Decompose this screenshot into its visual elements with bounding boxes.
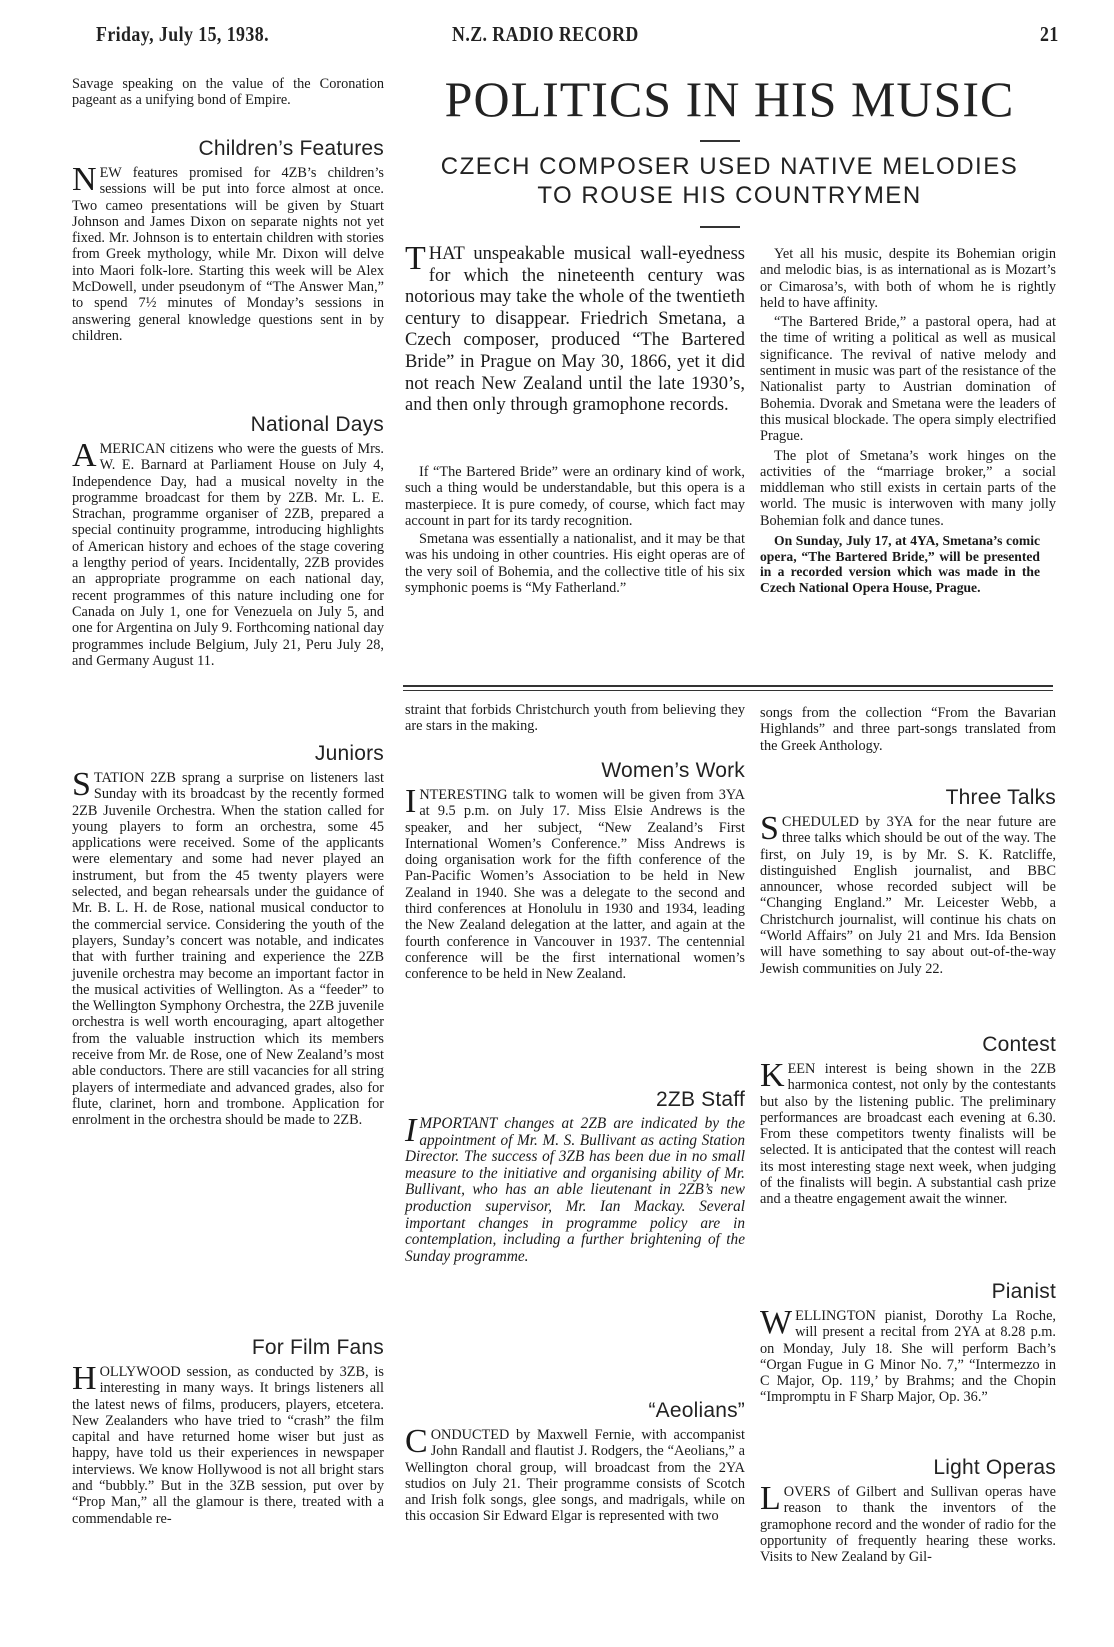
article-light-operas <box>760 1455 1056 1565</box>
article-body: KEEN interest is being shown in the 2ZB harmonica contest, not only by the contestants but also by the listening public. The preliminary performances are broadcast each evening at 6.30. From these competitors twenty finalists will be selected. It is anticipated that the contest will reach its most interesting stage next week, when judging of the finalists will begin. A substantial cash prize and a theatre engagement await the winner. <box>760 1057 1056 1208</box>
headline-divider <box>700 140 740 142</box>
feature-subhead-line1: CZECH COMPOSER USED NATIVE MELODIES <box>440 153 1019 180</box>
feature-column-left-cont <box>405 464 745 596</box>
feature-bottom-rule-thin <box>403 690 1053 691</box>
section-heading: Children’s Features <box>198 137 384 160</box>
issue-date: Friday, July 15, 1938. <box>96 22 270 46</box>
column3-continued <box>760 705 1056 754</box>
article-childrens-features <box>72 136 384 344</box>
article-body: STATION 2ZB sprang a surprise on listeners last Sunday with its broadcast by the recently formed 2ZB Juvenile Orchestra. When the station called for young players to form an orchestra, some 45 applications were received. Some of the applicants were elementary and some had never played an instrument, but from the 45 twenty players were selected, and began rehearsals under the guidance of Mr. B. L. H. de Rose, national musical conductor to the commercial service. Considering the youth of the players, Sunday’s concert was notable, and indicates that with further training and experience the 2ZB juvenile orchestra may become an important factor in the musical activities of Wellington. As a “feeder” to the Wellington Symphony Orchestra, the 2ZB juvenile orchestra is well worth encouraging, apart altogether from the valuable instruction which its members receive from Mr. de Rose, one of New Zealand’s most able conductors. There are still vacancies for all string players of intermediate and advanced grades, also for flute, clarinet, horn and trombone. Application for enrolment in the orchestra should be made to 2ZB. <box>72 766 384 1129</box>
section-heading: For Film Fans <box>251 1336 384 1359</box>
broadcast-note: On Sunday, July 17, at 4YA, Smetana’s comic opera, “The Bartered Bride,” will be presented in a recorded version which was made in the Czech National Opera House, Prague. <box>760 533 1040 595</box>
feature-column-right <box>760 246 1056 595</box>
continued-text: songs from the collection “From the Bavarian Highlands” and three part-songs translated from the Greek Anthology. <box>760 705 1056 754</box>
continued-text: straint that forbids Christchurch youth from believing they are stars in the making. <box>405 702 745 735</box>
article-body: WELLINGTON pianist, Dorothy La Roche, will present a recital from 2YA at 8.28 p.m. on Monday, July 18. She will perform Bach’s “Organ Fugue in G Minor No. 7,” “Intermezzo in C Major, Op. 119,’ by Brahms; and the Chopin “Impromptu in F Sharp Major, Op. 36.” <box>760 1304 1056 1406</box>
subhead-divider <box>700 226 740 228</box>
article-womens-work <box>405 758 745 983</box>
article-body: CONDUCTED by Maxwell Fernie, with accompanist John Randall and flautist J. Rodgers, the “Aeolians,” a Wellington choral group, will broadcast from the 2YA studios on July 21. Their programme consists of Scotch and Irish folk songs, glee songs, and madrigals, while on this occasion Sir Edward Elgar is represented with two <box>405 1423 745 1525</box>
section-heading: Contest <box>982 1033 1056 1056</box>
article-pianist <box>760 1279 1056 1406</box>
publication-name: N.Z. RADIO RECORD <box>452 22 639 46</box>
feature-lead-paragraph: THAT unspeakable musical wall-eyedness for which the nineteenth century was notorious may take the whole of the twentieth century to disappear. Friedrich Smetana, a Czech composer, produced “The Bartered Bride” in Prague on May 30, 1866, yet it did not reach New Zealand until the late 1930’s, and then only through gramophone records. <box>405 240 745 416</box>
article-body: LOVERS of Gilbert and Sullivan operas have reason to thank the inventors of the gramophone record and the wonder of radio for the opportunity of frequently hearing these works. Visits to New Zealand by Gil- <box>760 1480 1056 1566</box>
page-number: 21 <box>1040 22 1059 46</box>
article-body: INTERESTING talk to women will be given from 3YA at 9.5 p.m. on July 17. Miss Elsie Andrews is the speaker, and her subject, “New Zealand’s First International Women’s Conference.” Miss Andrews is doing organisation work for the fifth conference of the Pan-Pacific Women’s Association to be held in New Zealand in 1940. She was a delegate to the second and third conferences at Honolulu in 1930 and 1934, leading the New Zealand delegation at the latter, and again at the fourth conference in Vancouver in 1937. The centennial conference will be the first international women’s conference to be held in New Zealand. <box>405 783 745 983</box>
article-contest <box>760 1032 1056 1208</box>
article-body: NEW features promised for 4ZB’s children’s sessions will be put into force almost at once. Two cameo presentations will be given by Stuart Johnson and James Dixon on separate nights not yet fixed. Mr. Johnson is to entertain children with stories from Greek mythology, while Mr. Dixon will delve into Maori folk-lore. Starting this week will be Alex McDowell, under pseudonym of “The Answer Man,” to spend 7½ minutes of Monday’s sessions in answering general knowledge questions sent in by children. <box>72 161 384 344</box>
article-for-film-fans <box>72 1335 384 1527</box>
article-juniors <box>72 741 384 1129</box>
feature-paragraph: Yet all his music, despite its Bohemian origin and melodic bias, is as international as is Mozart’s or Cimarosa’s, with both of whom he is rightly held to have affinity. <box>760 246 1056 311</box>
feature-paragraph: “The Bartered Bride,” a pastoral opera, had at the time of writing a political as well as musical significance. The revival of native melody and sentiment in music was part of the resistance of the Nationalist party to Austrian domination of Bohemia. Dvorak and Smetana were the leaders of this musical blockade. The opera simply electrified Prague. <box>760 314 1056 445</box>
feature-paragraph: The plot of Smetana’s work hinges on the activities of the “marriage broker,” a social middleman who still exists in certain parts of the world. The music is interwoven with many jolly Bohemian folk and dance tunes. <box>760 447 1056 529</box>
section-heading: 2ZB Staff <box>656 1088 745 1111</box>
feature-bottom-rule <box>403 685 1053 687</box>
feature-column-left <box>405 240 745 417</box>
section-heading: “Aeolians” <box>648 1399 745 1422</box>
article-2zb-staff <box>405 1087 745 1265</box>
section-heading: Light Operas <box>933 1456 1056 1479</box>
article-three-talks <box>760 785 1056 977</box>
column1-continued <box>72 76 384 109</box>
section-heading: National Days <box>250 413 384 436</box>
article-body: IMPORTANT changes at 2ZB are indicated by the appointment of Mr. M. S. Bullivant as acting Station Director. The success of 3ZB has been due in no small measure to the initiative and organising ability of Mr. Bullivant, who has an able lieutenant in 2ZB’s new production supervisor, Mr. Ian Mackay. Several important changes in programme policy are in contemplation, including a further brightening of the Sunday programme. <box>405 1112 745 1265</box>
article-body: SCHEDULED by 3YA for the near future are three talks which should be out of the way. The first, on July 19, is by Mr. S. K. Ratcliffe, distinguished English journalist, and BBC announcer, whose recorded subject will be “Changing England.” Mr. Leicester Webb, a Christchurch journalist, will continue his chats on “World Affairs” on July 21 and Mrs. Ida Bension will have something to say about out-of-the-way Jewish communities on July 22. <box>760 810 1056 977</box>
article-body: AMERICAN citizens who were the guests of Mrs. W. E. Barnard at Parliament House on July 4, Independence Day, had a musical novelty in the programme broadcast for them by 2ZB. Mr. L. E. Strachan, programme organiser of 2ZB, prepared a special continuity programme, introducing highlights of American history and echoes of the stage covering a lengthy period of years. Incidentally, 2ZB provides an appropriate programme on each national day, recent programmes of this nature including one for Canada on July 1, one for Venezuela on July 5, and one for Argentina on July 9. Forthcoming national day programmes include Belgium, July 21, Peru July 28, and Germany August 11. <box>72 437 384 669</box>
feature-paragraph: Smetana was essentially a nationalist, and it may be that was his undoing in other countries. His eight operas are of the very soil of Bohemia, and the collective title of his six symphonic poems is “My Fatherland.” <box>405 531 745 597</box>
feature-subhead-line2: TO ROUSE HIS COUNTRYMEN <box>537 182 922 209</box>
section-heading: Pianist <box>991 1280 1056 1303</box>
section-heading: Three Talks <box>945 786 1056 809</box>
feature-headline: POLITICS IN HIS MUSIC <box>444 71 1015 127</box>
column2-continued <box>405 702 745 735</box>
section-heading: Women’s Work <box>601 759 745 782</box>
article-national-days <box>72 412 384 669</box>
continued-text: Savage speaking on the value of the Coronation pageant as a unifying bond of Empire. <box>72 76 384 109</box>
article-body: HOLLYWOOD session, as conducted by 3ZB, is interesting in many ways. It brings listeners all the latest news of films, producers, players, etcetera. New Zealanders who have tried to “crash” the film capital and have returned home wiser but just as happy, have told us their experiences in newspaper interviews. We know Hollywood is not all bright stars and “bubbly.” But in the 3ZB session, put over by “Prop Man,” all the glamour is there, treated with a commendable re- <box>72 1360 384 1527</box>
article-aeolians <box>405 1398 745 1525</box>
section-heading: Juniors <box>314 742 384 765</box>
feature-paragraph: If “The Bartered Bride” were an ordinary kind of work, such a thing would be understandable, but this opera is a masterpiece. It is pure comedy, of course, which fact may account in part for its tardy recognition. <box>405 464 745 529</box>
